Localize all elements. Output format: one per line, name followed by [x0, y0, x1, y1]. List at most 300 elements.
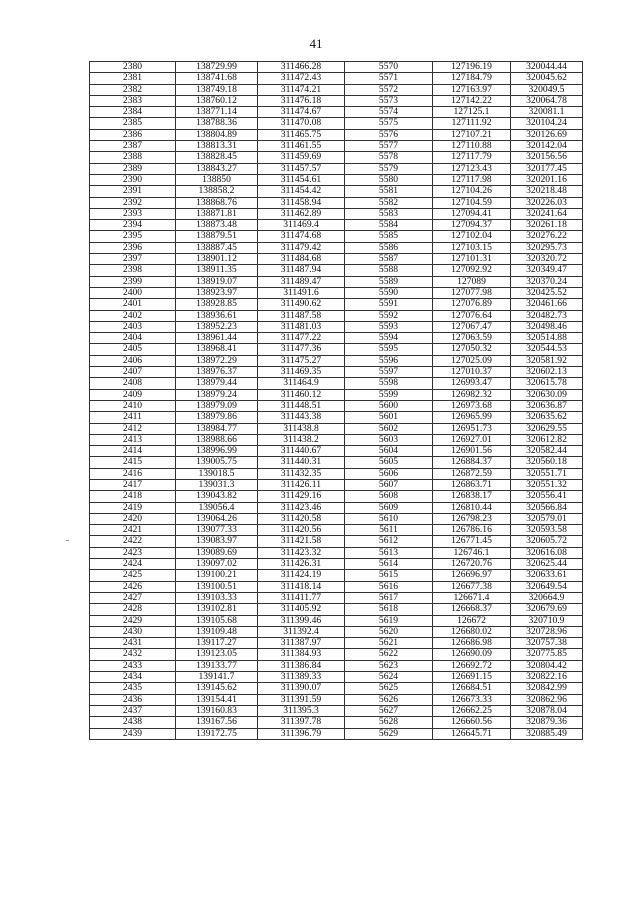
point-number-right-cell: 5624	[345, 672, 433, 683]
table-row	[90, 525, 583, 536]
table-row	[90, 276, 583, 287]
point-number-left-cell: 2397	[90, 254, 176, 265]
point-number-left-cell: 2386	[90, 129, 176, 140]
table-row	[90, 412, 583, 423]
point-number-right-cell: 5581	[345, 186, 433, 197]
x-coordinate-right-cell: 126863.71	[433, 479, 511, 490]
x-coordinate-left-cell: 139100.51	[176, 581, 258, 592]
x-coordinate-left-cell: 139005.75	[176, 457, 258, 468]
point-number-right-cell: 5622	[345, 649, 433, 660]
point-number-right-cell: 5594	[345, 333, 433, 344]
x-coordinate-right-cell: 127076.89	[433, 299, 511, 310]
margin-mark	[66, 540, 69, 541]
x-coordinate-left-cell: 138923.97	[176, 287, 258, 298]
table-row	[90, 547, 583, 558]
point-number-right-cell: 5614	[345, 559, 433, 570]
table-row	[90, 683, 583, 694]
x-coordinate-right-cell: 126872.59	[433, 468, 511, 479]
y-coordinate-right-cell: 320710.9	[511, 615, 583, 626]
table-row	[90, 287, 583, 298]
point-number-right-cell: 5607	[345, 479, 433, 490]
x-coordinate-left-cell: 138979.24	[176, 389, 258, 400]
x-coordinate-left-cell: 138928.85	[176, 299, 258, 310]
point-number-left-cell: 2426	[90, 581, 176, 592]
y-coordinate-right-cell: 320261.18	[511, 220, 583, 231]
x-coordinate-right-cell: 126951.73	[433, 423, 511, 434]
table-row	[90, 592, 583, 603]
y-coordinate-right-cell: 320218.48	[511, 186, 583, 197]
y-coordinate-left-cell: 311470.08	[258, 118, 345, 129]
y-coordinate-right-cell: 320566.84	[511, 502, 583, 513]
y-coordinate-right-cell: 320045.62	[511, 73, 583, 84]
y-coordinate-left-cell: 311477.22	[258, 333, 345, 344]
point-number-left-cell: 2430	[90, 626, 176, 637]
y-coordinate-right-cell: 320581.92	[511, 355, 583, 366]
y-coordinate-right-cell: 320804.42	[511, 660, 583, 671]
table-row	[90, 118, 583, 129]
x-coordinate-left-cell: 138979.44	[176, 378, 258, 389]
point-number-left-cell: 2394	[90, 220, 176, 231]
x-coordinate-right-cell: 126672	[433, 615, 511, 626]
x-coordinate-left-cell: 139100.21	[176, 570, 258, 581]
point-number-right-cell: 5591	[345, 299, 433, 310]
x-coordinate-right-cell: 127184.79	[433, 73, 511, 84]
y-coordinate-left-cell: 311474.68	[258, 231, 345, 242]
x-coordinate-right-cell: 127094.41	[433, 208, 511, 219]
x-coordinate-left-cell: 139102.81	[176, 604, 258, 615]
x-coordinate-left-cell: 138871.81	[176, 208, 258, 219]
x-coordinate-right-cell: 127111.92	[433, 118, 511, 129]
point-number-right-cell: 5627	[345, 705, 433, 716]
table-row	[90, 107, 583, 118]
x-coordinate-left-cell: 139160.83	[176, 705, 258, 716]
point-number-left-cell: 2387	[90, 141, 176, 152]
x-coordinate-left-cell: 138729.99	[176, 62, 258, 73]
y-coordinate-right-cell: 320879.36	[511, 717, 583, 728]
x-coordinate-right-cell: 127104.59	[433, 197, 511, 208]
point-number-left-cell: 2392	[90, 197, 176, 208]
x-coordinate-left-cell: 138749.18	[176, 84, 258, 95]
x-coordinate-right-cell: 126662.25	[433, 705, 511, 716]
point-number-left-cell: 2382	[90, 84, 176, 95]
point-number-right-cell: 5617	[345, 592, 433, 603]
y-coordinate-right-cell: 320612.82	[511, 434, 583, 445]
y-coordinate-left-cell: 311391.59	[258, 694, 345, 705]
y-coordinate-right-cell: 320582.44	[511, 446, 583, 457]
x-coordinate-right-cell: 126677.38	[433, 581, 511, 592]
point-number-right-cell: 5628	[345, 717, 433, 728]
point-number-right-cell: 5605	[345, 457, 433, 468]
point-number-right-cell: 5621	[345, 638, 433, 649]
x-coordinate-right-cell: 127102.04	[433, 231, 511, 242]
x-coordinate-left-cell: 138911.35	[176, 265, 258, 276]
table-row	[90, 84, 583, 95]
y-coordinate-right-cell: 320044.44	[511, 62, 583, 73]
point-number-left-cell: 2409	[90, 389, 176, 400]
x-coordinate-left-cell: 138972.29	[176, 355, 258, 366]
point-number-right-cell: 5580	[345, 174, 433, 185]
y-coordinate-right-cell: 320241.64	[511, 208, 583, 219]
y-coordinate-right-cell: 320579.01	[511, 513, 583, 524]
x-coordinate-left-cell: 138843.27	[176, 163, 258, 174]
x-coordinate-left-cell: 139077.33	[176, 525, 258, 536]
point-number-right-cell: 5576	[345, 129, 433, 140]
x-coordinate-right-cell: 126973.68	[433, 400, 511, 411]
point-number-left-cell: 2383	[90, 95, 176, 106]
point-number-left-cell: 2398	[90, 265, 176, 276]
point-number-left-cell: 2425	[90, 570, 176, 581]
x-coordinate-right-cell: 126810.44	[433, 502, 511, 513]
x-coordinate-left-cell: 139097.02	[176, 559, 258, 570]
point-number-left-cell: 2380	[90, 62, 176, 73]
point-number-left-cell: 2391	[90, 186, 176, 197]
x-coordinate-right-cell: 126927.01	[433, 434, 511, 445]
x-coordinate-right-cell: 126673.33	[433, 694, 511, 705]
x-coordinate-right-cell: 126720.76	[433, 559, 511, 570]
y-coordinate-left-cell: 311466.28	[258, 62, 345, 73]
table-row	[90, 638, 583, 649]
point-number-right-cell: 5600	[345, 400, 433, 411]
y-coordinate-right-cell: 320602.13	[511, 367, 583, 378]
point-number-left-cell: 2419	[90, 502, 176, 513]
y-coordinate-left-cell: 311481.03	[258, 321, 345, 332]
table-row	[90, 174, 583, 185]
y-coordinate-left-cell: 311399.46	[258, 615, 345, 626]
y-coordinate-left-cell: 311392.4	[258, 626, 345, 637]
table-row	[90, 513, 583, 524]
x-coordinate-left-cell: 138771.14	[176, 107, 258, 118]
y-coordinate-right-cell: 320370.24	[511, 276, 583, 287]
point-number-right-cell: 5604	[345, 446, 433, 457]
y-coordinate-left-cell: 311487.94	[258, 265, 345, 276]
point-number-left-cell: 2432	[90, 649, 176, 660]
point-number-right-cell: 5601	[345, 412, 433, 423]
x-coordinate-right-cell: 127050.32	[433, 344, 511, 355]
table-row	[90, 62, 583, 73]
y-coordinate-left-cell: 311469.4	[258, 220, 345, 231]
x-coordinate-right-cell: 127025.09	[433, 355, 511, 366]
x-coordinate-left-cell: 139031.3	[176, 479, 258, 490]
x-coordinate-right-cell: 126696.97	[433, 570, 511, 581]
x-coordinate-right-cell: 126671.4	[433, 592, 511, 603]
x-coordinate-left-cell: 139154.41	[176, 694, 258, 705]
point-number-left-cell: 2404	[90, 333, 176, 344]
y-coordinate-left-cell: 311423.46	[258, 502, 345, 513]
table-row	[90, 389, 583, 400]
point-number-right-cell: 5596	[345, 355, 433, 366]
table-row	[90, 321, 583, 332]
point-number-left-cell: 2413	[90, 434, 176, 445]
table-row	[90, 672, 583, 683]
point-number-right-cell: 5602	[345, 423, 433, 434]
y-coordinate-right-cell: 320625.44	[511, 559, 583, 570]
y-coordinate-right-cell: 320461.66	[511, 299, 583, 310]
y-coordinate-left-cell: 311395.3	[258, 705, 345, 716]
x-coordinate-left-cell: 139172.75	[176, 728, 258, 739]
x-coordinate-right-cell: 127101.31	[433, 254, 511, 265]
y-coordinate-right-cell: 320276.22	[511, 231, 583, 242]
x-coordinate-right-cell: 127077.98	[433, 287, 511, 298]
x-coordinate-right-cell: 127163.97	[433, 84, 511, 95]
point-number-left-cell: 2402	[90, 310, 176, 321]
point-number-left-cell: 2433	[90, 660, 176, 671]
point-number-right-cell: 5590	[345, 287, 433, 298]
x-coordinate-left-cell: 138936.61	[176, 310, 258, 321]
y-coordinate-left-cell: 311424.19	[258, 570, 345, 581]
x-coordinate-left-cell: 139167.56	[176, 717, 258, 728]
y-coordinate-left-cell: 311461.55	[258, 141, 345, 152]
x-coordinate-left-cell: 139103.33	[176, 592, 258, 603]
y-coordinate-right-cell: 320498.46	[511, 321, 583, 332]
y-coordinate-right-cell: 320104.24	[511, 118, 583, 129]
table-row	[90, 581, 583, 592]
x-coordinate-right-cell: 126686.98	[433, 638, 511, 649]
y-coordinate-right-cell: 320664.9	[511, 592, 583, 603]
table-row	[90, 717, 583, 728]
y-coordinate-left-cell: 311484.68	[258, 254, 345, 265]
x-coordinate-right-cell: 126771.45	[433, 536, 511, 547]
y-coordinate-left-cell: 311474.21	[258, 84, 345, 95]
x-coordinate-left-cell: 138828.45	[176, 152, 258, 163]
point-number-right-cell: 5577	[345, 141, 433, 152]
x-coordinate-left-cell: 139133.77	[176, 660, 258, 671]
point-number-right-cell: 5623	[345, 660, 433, 671]
x-coordinate-right-cell: 127104.26	[433, 186, 511, 197]
point-number-left-cell: 2390	[90, 174, 176, 185]
table-row	[90, 570, 583, 581]
point-number-left-cell: 2396	[90, 242, 176, 253]
x-coordinate-left-cell: 138813.31	[176, 141, 258, 152]
point-number-right-cell: 5593	[345, 321, 433, 332]
point-number-right-cell: 5610	[345, 513, 433, 524]
table-row	[90, 491, 583, 502]
table-row	[90, 728, 583, 739]
point-number-right-cell: 5575	[345, 118, 433, 129]
point-number-right-cell: 5597	[345, 367, 433, 378]
point-number-right-cell: 5620	[345, 626, 433, 637]
x-coordinate-right-cell: 127010.37	[433, 367, 511, 378]
table-row	[90, 536, 583, 547]
table-row	[90, 333, 583, 344]
x-coordinate-left-cell: 139141.7	[176, 672, 258, 683]
y-coordinate-right-cell: 320635.62	[511, 412, 583, 423]
table-row	[90, 626, 583, 637]
x-coordinate-right-cell: 126993.47	[433, 378, 511, 389]
x-coordinate-left-cell: 138996.99	[176, 446, 258, 457]
y-coordinate-left-cell: 311443.38	[258, 412, 345, 423]
point-number-right-cell: 5588	[345, 265, 433, 276]
y-coordinate-right-cell: 320081.1	[511, 107, 583, 118]
y-coordinate-left-cell: 311474.67	[258, 107, 345, 118]
x-coordinate-left-cell: 138858.2	[176, 186, 258, 197]
table-row	[90, 299, 583, 310]
point-number-left-cell: 2417	[90, 479, 176, 490]
y-coordinate-right-cell: 320842.99	[511, 683, 583, 694]
point-number-right-cell: 5584	[345, 220, 433, 231]
x-coordinate-right-cell: 126838.17	[433, 491, 511, 502]
point-number-left-cell: 2411	[90, 412, 176, 423]
table-row	[90, 367, 583, 378]
y-coordinate-left-cell: 311491.6	[258, 287, 345, 298]
point-number-right-cell: 5615	[345, 570, 433, 581]
point-number-right-cell: 5592	[345, 310, 433, 321]
point-number-left-cell: 2385	[90, 118, 176, 129]
point-number-left-cell: 2418	[90, 491, 176, 502]
y-coordinate-left-cell: 311476.18	[258, 95, 345, 106]
point-number-right-cell: 5585	[345, 231, 433, 242]
y-coordinate-right-cell: 320593.58	[511, 525, 583, 536]
point-number-left-cell: 2416	[90, 468, 176, 479]
y-coordinate-left-cell: 311477.36	[258, 344, 345, 355]
y-coordinate-right-cell: 320514.88	[511, 333, 583, 344]
x-coordinate-left-cell: 138961.44	[176, 333, 258, 344]
point-number-right-cell: 5582	[345, 197, 433, 208]
y-coordinate-right-cell: 320862.96	[511, 694, 583, 705]
x-coordinate-right-cell: 126901.56	[433, 446, 511, 457]
x-coordinate-left-cell: 139083.97	[176, 536, 258, 547]
x-coordinate-left-cell: 138952.23	[176, 321, 258, 332]
y-coordinate-right-cell: 320679.69	[511, 604, 583, 615]
y-coordinate-right-cell: 320226.03	[511, 197, 583, 208]
y-coordinate-left-cell: 311454.61	[258, 174, 345, 185]
y-coordinate-right-cell: 320775.85	[511, 649, 583, 660]
y-coordinate-right-cell: 320633.61	[511, 570, 583, 581]
y-coordinate-left-cell: 311490.62	[258, 299, 345, 310]
x-coordinate-left-cell: 138873.48	[176, 220, 258, 231]
point-number-left-cell: 2439	[90, 728, 176, 739]
point-number-right-cell: 5603	[345, 434, 433, 445]
table-row	[90, 649, 583, 660]
y-coordinate-left-cell: 311438.8	[258, 423, 345, 434]
point-number-right-cell: 5606	[345, 468, 433, 479]
x-coordinate-right-cell: 126798.23	[433, 513, 511, 524]
table-row	[90, 355, 583, 366]
y-coordinate-right-cell: 320630.09	[511, 389, 583, 400]
x-coordinate-right-cell: 127107.21	[433, 129, 511, 140]
y-coordinate-left-cell: 311458.94	[258, 197, 345, 208]
table-row	[90, 186, 583, 197]
coordinates-table-body	[90, 62, 583, 740]
table-row	[90, 479, 583, 490]
x-coordinate-right-cell: 127103.15	[433, 242, 511, 253]
x-coordinate-right-cell: 127089	[433, 276, 511, 287]
x-coordinate-left-cell: 138879.51	[176, 231, 258, 242]
point-number-left-cell: 2401	[90, 299, 176, 310]
x-coordinate-right-cell: 127123.43	[433, 163, 511, 174]
table-row	[90, 378, 583, 389]
point-number-left-cell: 2406	[90, 355, 176, 366]
y-coordinate-left-cell: 311459.69	[258, 152, 345, 163]
x-coordinate-right-cell: 127092.92	[433, 265, 511, 276]
y-coordinate-right-cell: 320649.54	[511, 581, 583, 592]
x-coordinate-right-cell: 126884.37	[433, 457, 511, 468]
table-row	[90, 604, 583, 615]
y-coordinate-right-cell: 320605.72	[511, 536, 583, 547]
y-coordinate-right-cell: 320295.73	[511, 242, 583, 253]
point-number-right-cell: 5612	[345, 536, 433, 547]
x-coordinate-right-cell: 126786.16	[433, 525, 511, 536]
x-coordinate-right-cell: 127117.98	[433, 174, 511, 185]
point-number-right-cell: 5611	[345, 525, 433, 536]
x-coordinate-left-cell: 138919.07	[176, 276, 258, 287]
y-coordinate-right-cell: 320629.55	[511, 423, 583, 434]
x-coordinate-left-cell: 138868.76	[176, 197, 258, 208]
x-coordinate-left-cell: 139105.68	[176, 615, 258, 626]
y-coordinate-right-cell: 320885.49	[511, 728, 583, 739]
y-coordinate-right-cell: 320177.45	[511, 163, 583, 174]
point-number-right-cell: 5587	[345, 254, 433, 265]
x-coordinate-left-cell: 139123.05	[176, 649, 258, 660]
table-row	[90, 615, 583, 626]
point-number-right-cell: 5578	[345, 152, 433, 163]
y-coordinate-left-cell: 311426.11	[258, 479, 345, 490]
table-row	[90, 141, 583, 152]
y-coordinate-left-cell: 311465.75	[258, 129, 345, 140]
y-coordinate-left-cell: 311405.92	[258, 604, 345, 615]
x-coordinate-right-cell: 126684.51	[433, 683, 511, 694]
point-number-right-cell: 5595	[345, 344, 433, 355]
point-number-right-cell: 5574	[345, 107, 433, 118]
point-number-left-cell: 2420	[90, 513, 176, 524]
x-coordinate-left-cell: 138804.89	[176, 129, 258, 140]
point-number-right-cell: 5629	[345, 728, 433, 739]
table-row	[90, 265, 583, 276]
y-coordinate-left-cell: 311440.67	[258, 446, 345, 457]
point-number-right-cell: 5618	[345, 604, 433, 615]
x-coordinate-left-cell: 138741.68	[176, 73, 258, 84]
point-number-left-cell: 2437	[90, 705, 176, 716]
point-number-left-cell: 2421	[90, 525, 176, 536]
y-coordinate-right-cell: 320556.41	[511, 491, 583, 502]
point-number-right-cell: 5586	[345, 242, 433, 253]
y-coordinate-right-cell: 320560.18	[511, 457, 583, 468]
table-row	[90, 197, 583, 208]
point-number-left-cell: 2438	[90, 717, 176, 728]
y-coordinate-left-cell: 311426.31	[258, 559, 345, 570]
point-number-left-cell: 2388	[90, 152, 176, 163]
y-coordinate-left-cell: 311460.12	[258, 389, 345, 400]
point-number-right-cell: 5599	[345, 389, 433, 400]
point-number-left-cell: 2427	[90, 592, 176, 603]
y-coordinate-left-cell: 311475.27	[258, 355, 345, 366]
x-coordinate-right-cell: 127076.64	[433, 310, 511, 321]
y-coordinate-left-cell: 311423.32	[258, 547, 345, 558]
x-coordinate-right-cell: 127125.1	[433, 107, 511, 118]
point-number-left-cell: 2400	[90, 287, 176, 298]
point-number-left-cell: 2381	[90, 73, 176, 84]
x-coordinate-left-cell: 139064.26	[176, 513, 258, 524]
x-coordinate-left-cell: 138988.66	[176, 434, 258, 445]
x-coordinate-right-cell: 126668.37	[433, 604, 511, 615]
table-row	[90, 163, 583, 174]
point-number-right-cell: 5579	[345, 163, 433, 174]
table-row	[90, 344, 583, 355]
coordinates-table	[89, 61, 583, 740]
table-row	[90, 446, 583, 457]
x-coordinate-right-cell: 127196.19	[433, 62, 511, 73]
x-coordinate-left-cell: 139043.82	[176, 491, 258, 502]
table-row	[90, 129, 583, 140]
table-row	[90, 95, 583, 106]
y-coordinate-right-cell: 320201.16	[511, 174, 583, 185]
y-coordinate-right-cell: 320878.04	[511, 705, 583, 716]
y-coordinate-left-cell: 311454.42	[258, 186, 345, 197]
table-row	[90, 468, 583, 479]
x-coordinate-right-cell: 126645.71	[433, 728, 511, 739]
y-coordinate-left-cell: 311384.93	[258, 649, 345, 660]
y-coordinate-left-cell: 311420.58	[258, 513, 345, 524]
point-number-left-cell: 2429	[90, 615, 176, 626]
